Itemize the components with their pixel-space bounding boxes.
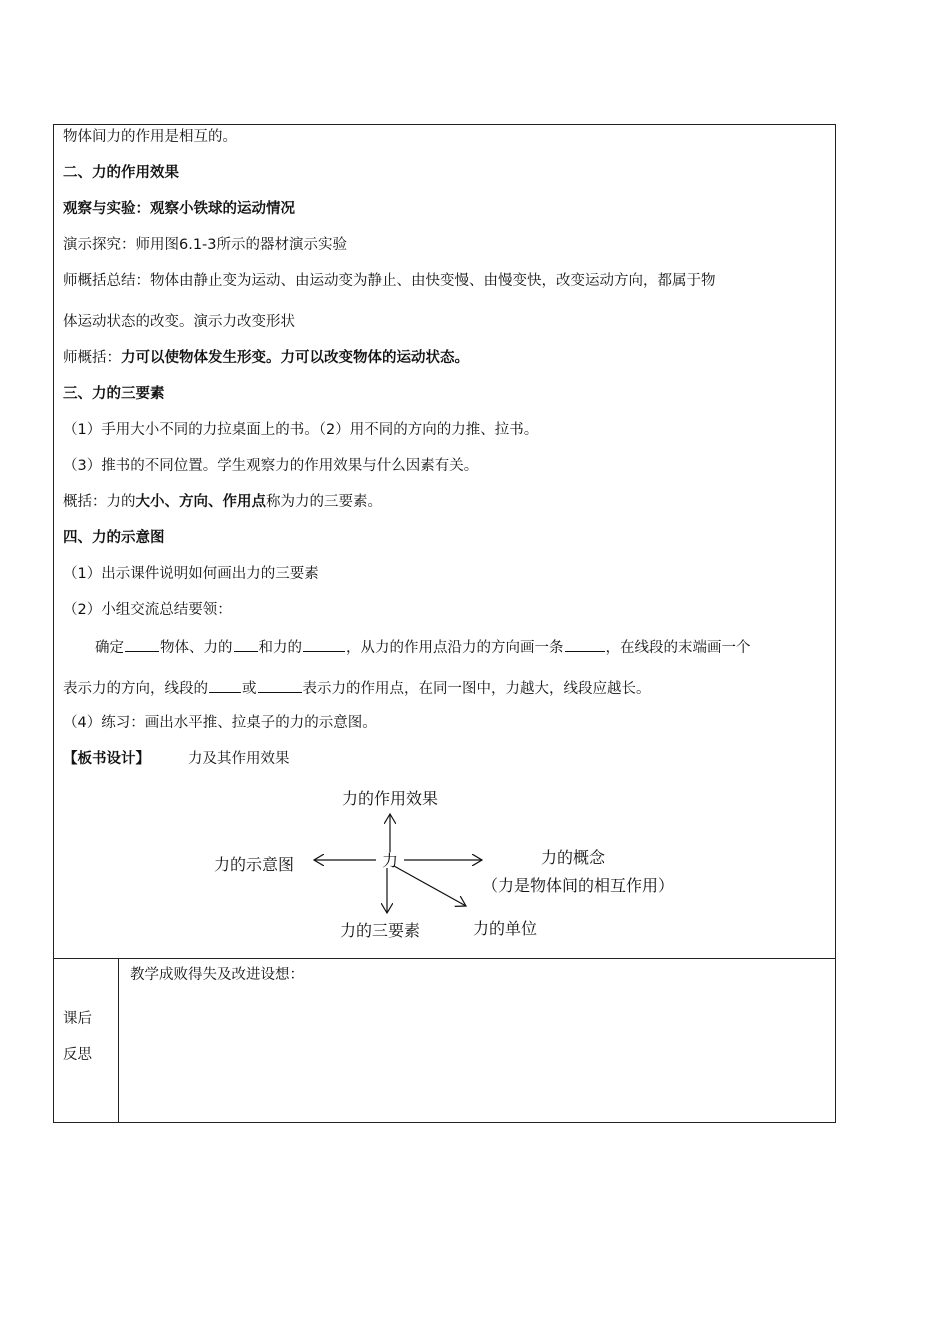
text-line: 师概括总结：物体由静止变为运动、由运动变为静止、由快变慢、由慢变快，改变运动方向，都属于物 <box>63 273 716 289</box>
text-line: 演示探究：师用图6.1-3所示的器材演示实验 <box>63 237 348 253</box>
diagram-top-label: 力的作用效果 <box>341 789 439 808</box>
fill-in-line: 确定 物体、力的 和力的 ，从力的作用点沿力的方向画一条 ，在线段的末端画一个 <box>95 637 751 657</box>
text-line: 物体间力的作用是相互的。 <box>63 129 237 145</box>
text-suffix: 称为力的三要素。 <box>266 494 382 510</box>
section-heading: 四、力的示意图 <box>63 530 165 546</box>
text-line: （3）推书的不同位置。学生观察力的作用效果与什么因素有关。 <box>63 458 479 474</box>
diagram-bottom-right-label: 力的单位 <box>473 919 538 938</box>
text-prefix: 概括：力的 <box>63 494 136 510</box>
section-subheading: 观察与实验：观察小铁球的运动情况 <box>63 201 295 217</box>
board-design-title: 力及其作用效果 <box>188 751 290 767</box>
diagram-bottom-label: 力的三要素 <box>340 921 421 940</box>
text-line: （4）练习：画出水平推、拉桌子的力的示意图。 <box>63 715 377 731</box>
text-line: （1）出示课件说明如何画出力的三要素 <box>63 566 319 582</box>
fill-in-line: 表示力的方向，线段的 或 表示力的作用点，在同一图中，力越大，线段应越长。 <box>63 678 651 698</box>
arrow-down-right <box>394 866 466 906</box>
text-prefix: 师概括： <box>63 350 121 366</box>
text-line: （1）手用大小不同的力拉桌面上的书。（2）用不同的方向的力推、拉书。 <box>63 422 539 438</box>
diagram-right-title: 力的概念 <box>541 848 606 867</box>
text-emphasis: 大小、方向、作用点 <box>135 494 266 510</box>
diagram-left-label: 力的示意图 <box>214 855 295 874</box>
reflection-prompt: 教学成败得失及改进设想： <box>130 967 304 983</box>
section-heading: 三、力的三要素 <box>63 386 165 402</box>
text-line: （2）小组交流总结要领： <box>63 602 232 618</box>
section-heading: 二、力的作用效果 <box>63 165 179 181</box>
reflection-label: 课后 <box>63 1011 92 1027</box>
text-line: 体运动状态的改变。演示力改变形状 <box>63 314 295 330</box>
diagram-center: 力 <box>381 851 399 870</box>
board-design-label: 【板书设计】 <box>63 751 150 767</box>
text-emphasis: 力可以使物体发生形变。力可以改变物体的运动状态。 <box>121 350 469 366</box>
diagram-right-sub: （力是物体间的相互作用） <box>482 876 675 895</box>
reflection-label: 反思 <box>63 1047 92 1063</box>
